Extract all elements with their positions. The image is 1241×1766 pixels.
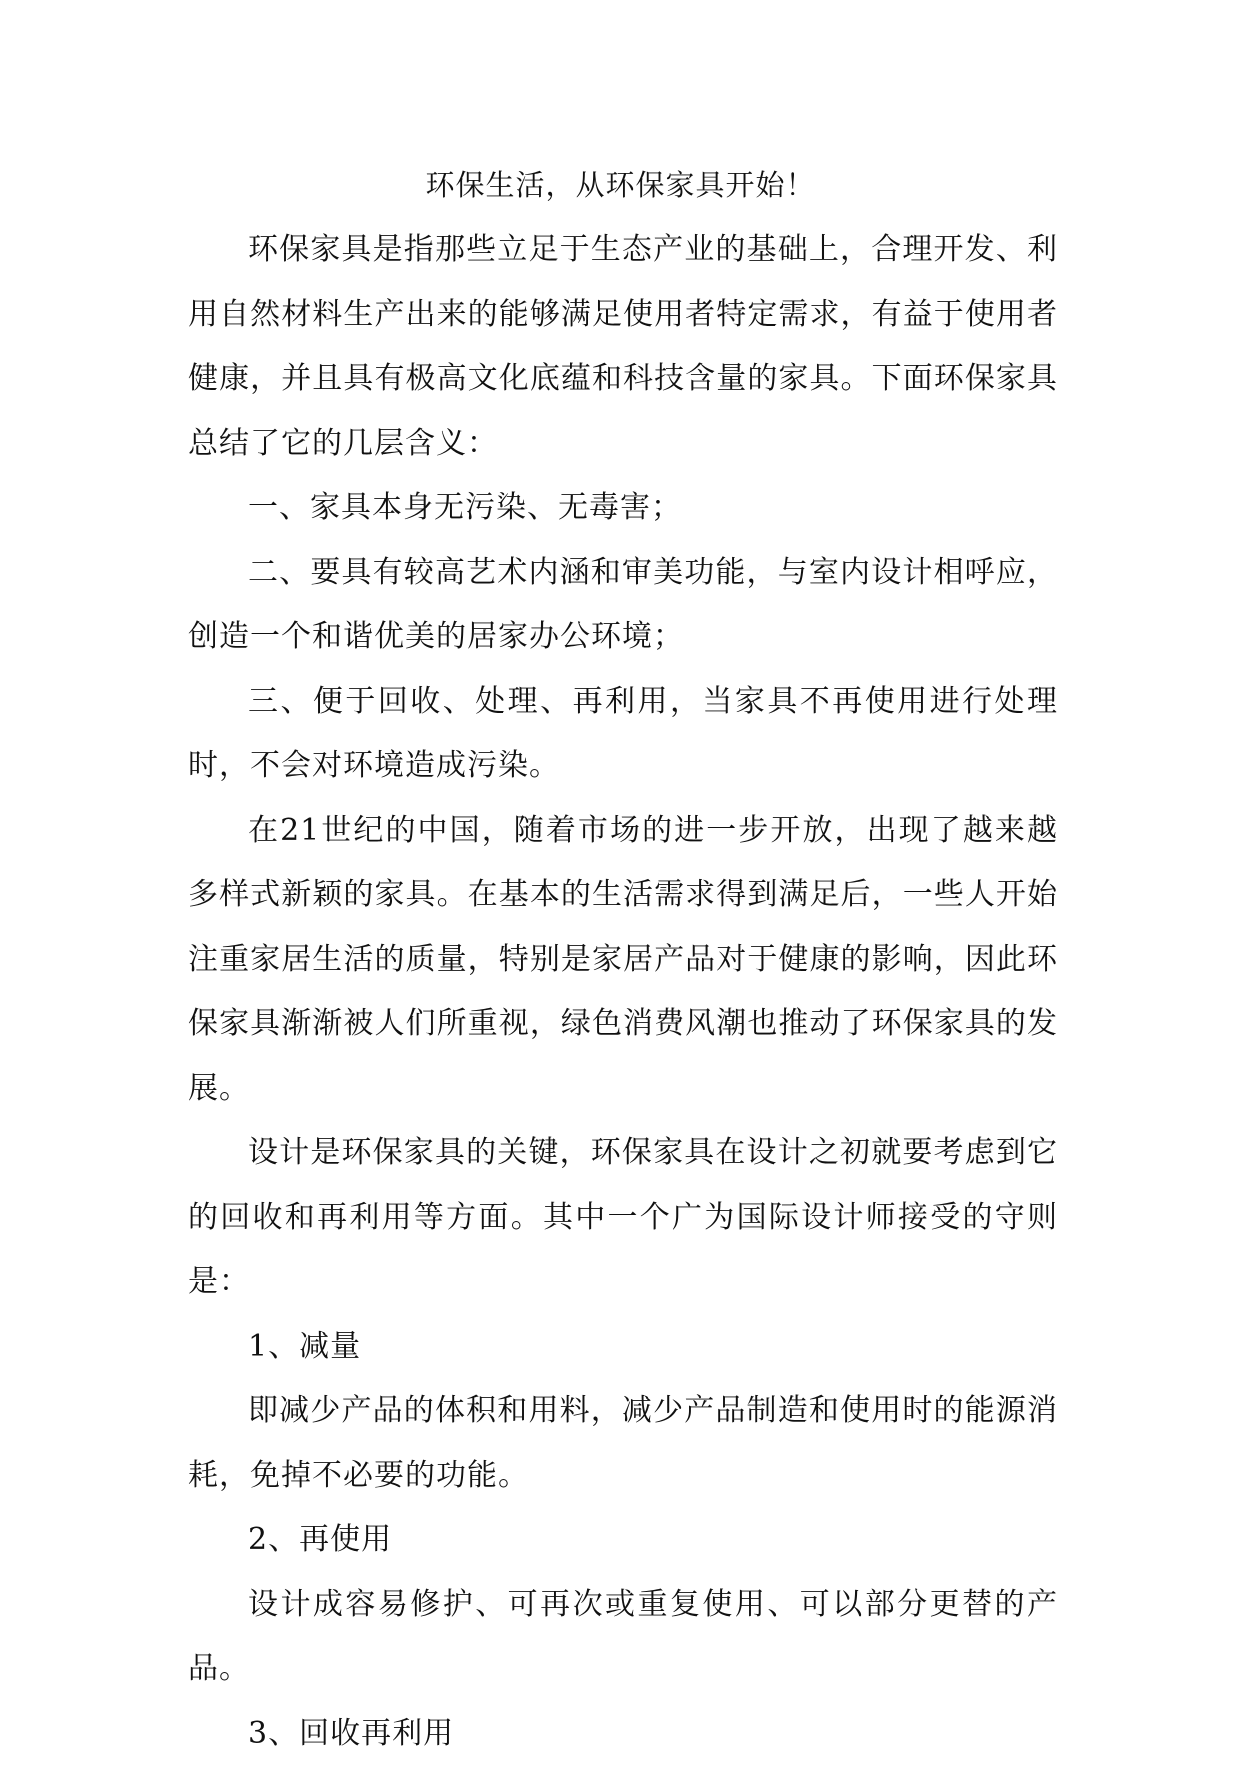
paragraph-reuse: 设计成容易修护、可再次或重复使用、可以部分更替的产品。 <box>188 1573 1058 1702</box>
document-body <box>188 218 1058 1766</box>
paragraph-point-two: 二、要具有较高艺术内涵和审美功能，与室内设计相呼应，创造一个和谐优美的居家办公环境； <box>188 541 1058 670</box>
list-heading-recycle: 3、回收再利用 <box>188 1702 1058 1766</box>
document-title: 环保生活，从环保家具开始！ <box>0 158 1241 212</box>
paragraph-intro: 环保家具是指那些立足于生态产业的基础上，合理开发、利用自然材料生产出来的能够满足使用者特定需求，有益于使用者健康，并且具有极高文化底蕴和科技含量的家具。下面环保家具总结了它的几层含义： <box>188 218 1058 476</box>
list-heading-reuse: 2、再使用 <box>188 1508 1058 1573</box>
paragraph-point-three: 三、便于回收、处理、再利用，当家具不再使用进行处理时，不会对环境造成污染。 <box>188 670 1058 799</box>
paragraph-reduce: 即减少产品的体积和用料，减少产品制造和使用时的能源消耗，免掉不必要的功能。 <box>188 1379 1058 1508</box>
paragraph-point-one: 一、家具本身无污染、无毒害； <box>188 476 1058 541</box>
paragraph-market: 在21世纪的中国，随着市场的进一步开放，出现了越来越多样式新颖的家具。在基本的生活需求得到满足后，一些人开始注重家居生活的质量，特别是家居产品对于健康的影响，因此环保家具渐渐被人们所重视，绿色消费风潮也推动了环保家具的发展。 <box>188 799 1058 1122</box>
list-heading-reduce: 1、减量 <box>188 1315 1058 1380</box>
paragraph-design: 设计是环保家具的关键，环保家具在设计之初就要考虑到它的回收和再利用等方面。其中一个广为国际设计师接受的守则是： <box>188 1121 1058 1315</box>
